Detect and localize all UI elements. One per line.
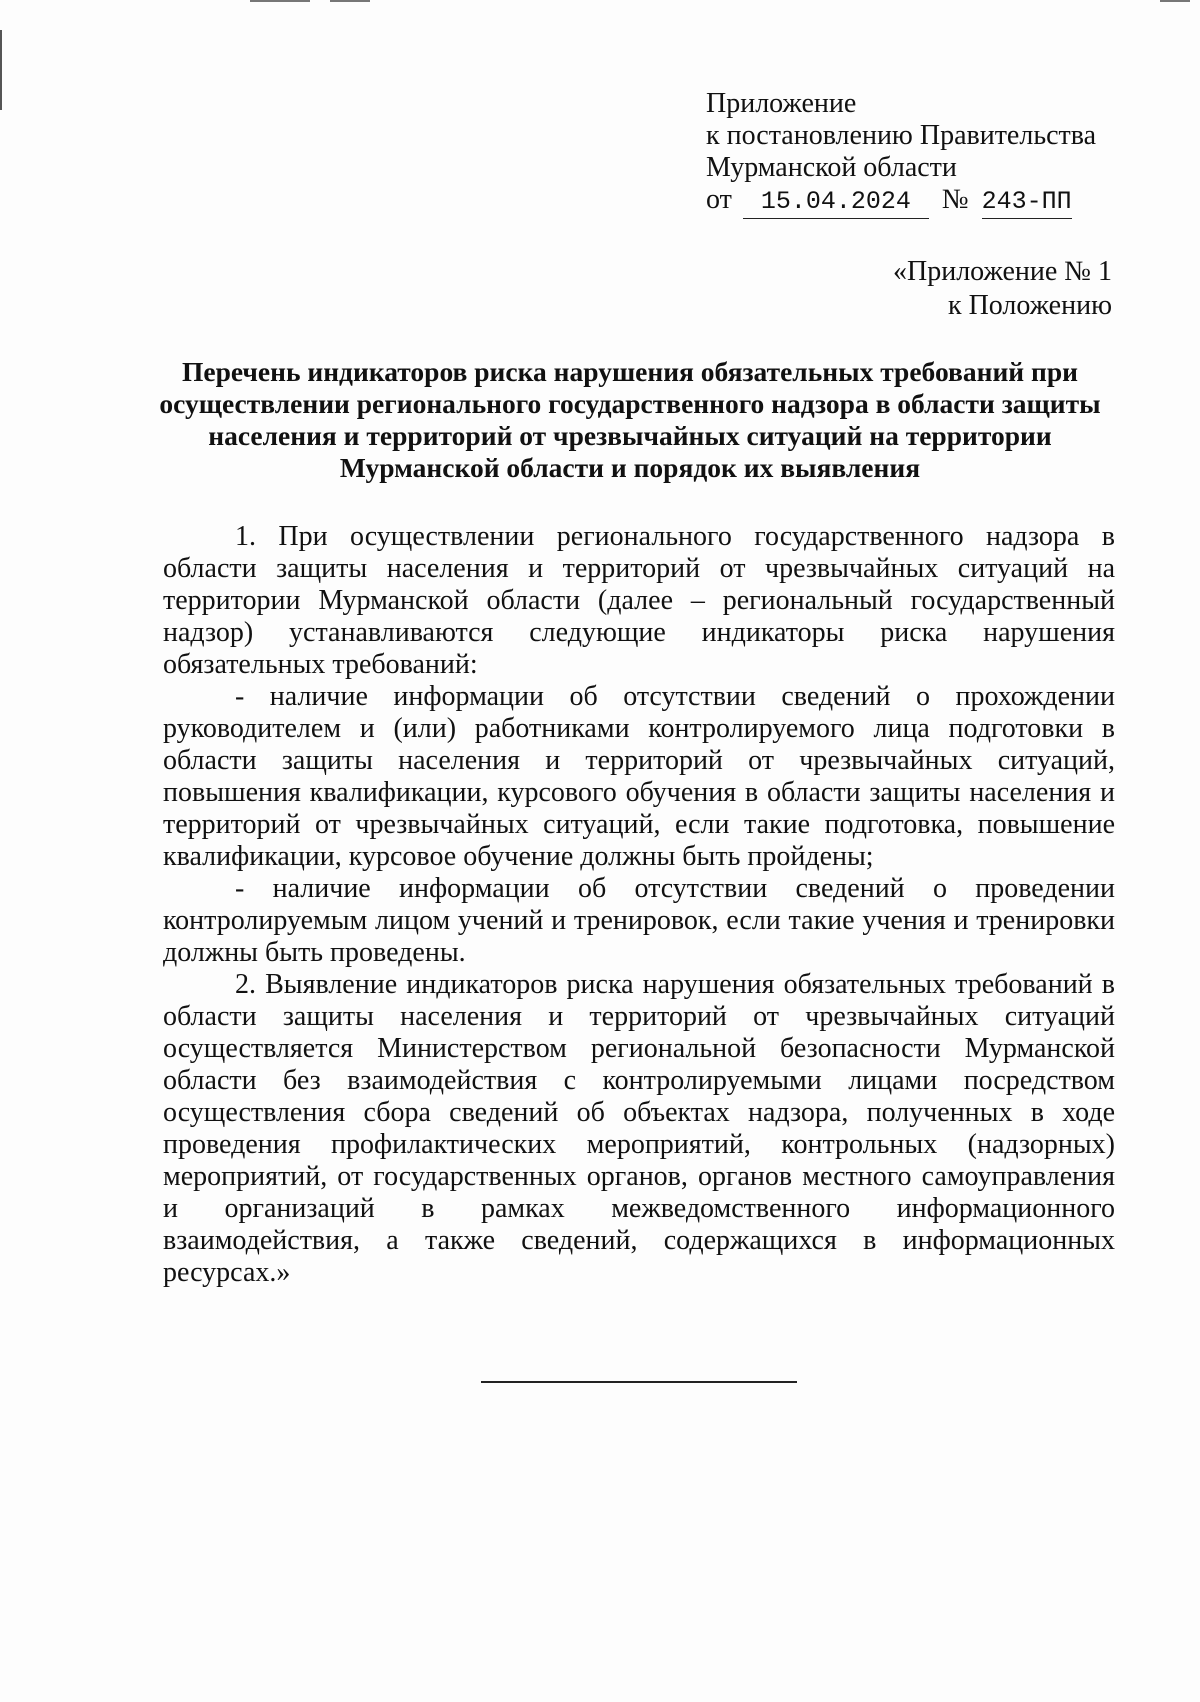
scan-top-mark	[330, 0, 370, 2]
appendix-line: к постановлению Правительства	[706, 120, 1097, 151]
annex-line: «Приложение № 1	[893, 256, 1112, 287]
body-paragraph: - наличие информации об отсутствии сведений о прохождении руководителем и (или) работниками контролируемого лица подготовки в области защиты населения и территорий от чрезвычайных ситуаций, повышения квалификации, курсового обучения в области защиты населения и территорий от чрезвычайных ситуаций, если такие подготовка, повышение квалификации, курсовое обучение должны быть пройдены;	[163, 681, 1115, 872]
number-value: 243-ПП	[982, 186, 1072, 219]
appendix-line: Приложение	[706, 88, 857, 119]
annex-line: к Положению	[947, 290, 1112, 321]
body-paragraph: 1. При осуществлении регионального государственного надзора в области защиты населения и территорий от чрезвычайных ситуаций на территории Мурманской области (далее – региональный государственный надзор) устанавливаются следующие индикаторы риска нарушения обязательных требований:	[163, 521, 1115, 680]
appendix-line: Мурманской области	[706, 152, 957, 183]
document-title: Перечень индикаторов риска нарушения обязательных требований при осуществлении регионального государственного надзора в области защиты населения и территорий от чрезвычайных ситуаций на территории Мурманской области и порядок их выявления	[159, 356, 1101, 483]
date-number-line	[706, 184, 1126, 219]
number-prefix: №	[941, 184, 969, 215]
scan-top-mark	[250, 0, 310, 2]
closing-divider	[481, 1381, 797, 1383]
body-paragraph: - наличие информации об отсутствии сведений о проведении контролируемым лицом учений и тренировок, если такие учения и тренировки должны быть проведены.	[163, 873, 1115, 968]
date-value: 15.04.2024	[743, 186, 929, 219]
appendix-header	[706, 88, 1126, 219]
annex-reference	[893, 255, 1112, 323]
scan-top-mark	[1160, 0, 1190, 2]
document-body	[163, 521, 1115, 1289]
body-paragraph: 2. Выявление индикаторов риска нарушения обязательных требований в области защиты населения и территорий от чрезвычайных ситуаций осуществляется Министерством региональной безопасности Мурманской области без взаимодействия с контролируемыми лицами посредством осуществления сбора сведений об объектах надзора, полученных в ходе проведения профилактических мероприятий, контрольных (надзорных) мероприятий, от государственных органов, органов местного самоуправления и организаций в рамках межведомственного информационного взаимодействия, а также сведений, содержащихся в информационных ресурсах.»	[163, 969, 1115, 1288]
date-prefix: от	[706, 184, 732, 215]
scan-edge-mark	[0, 30, 2, 110]
